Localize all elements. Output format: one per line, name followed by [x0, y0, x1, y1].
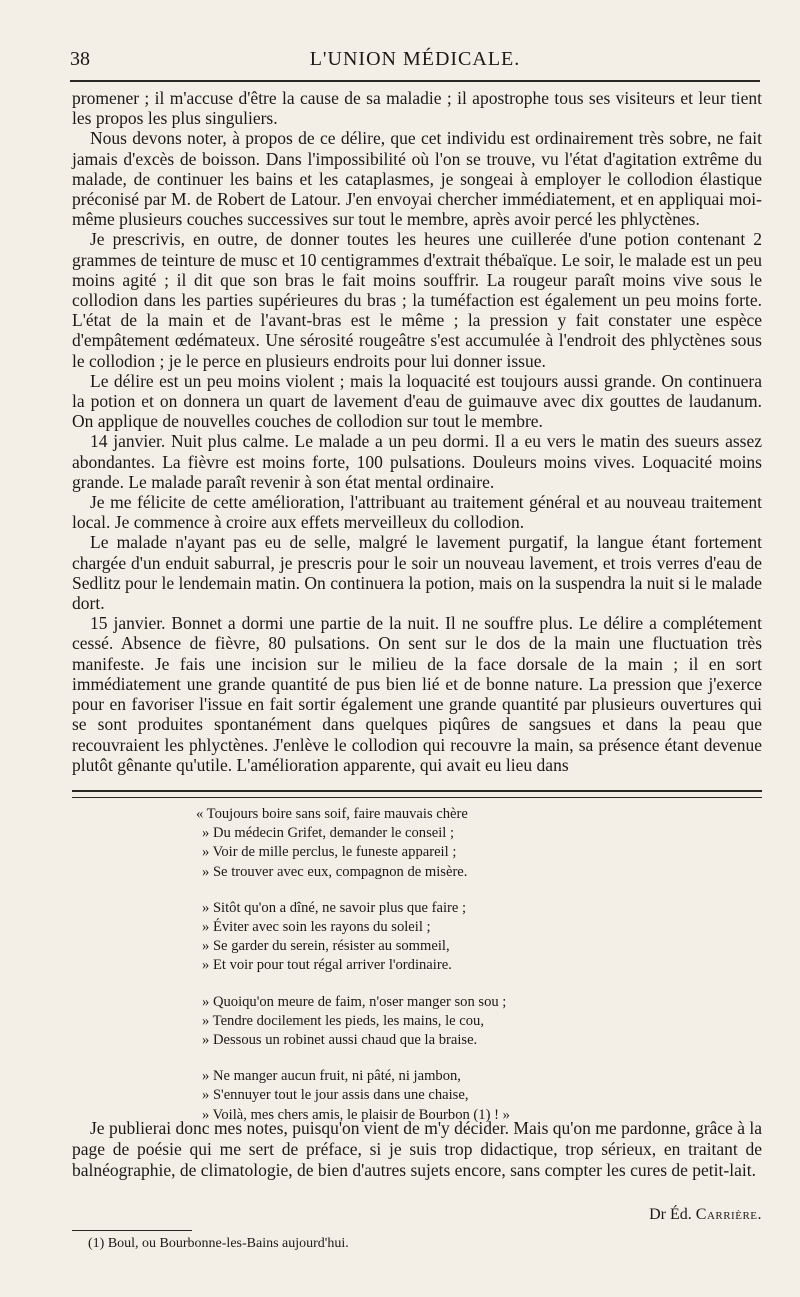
- footnote-rule: [72, 1230, 192, 1231]
- poem-line: » Voilà, mes chers amis, le plaisir de Bourbon (1) ! »: [202, 1106, 510, 1123]
- signature-title: Dr Éd.: [649, 1206, 692, 1223]
- poem-stanza: [196, 899, 616, 976]
- author-signature: [649, 1206, 762, 1224]
- body-paragraph: 15 janvier. Bonnet a dormi une partie de la nuit. Il ne souffre plus. Le délire a complétement cessé. Absence de fièvre, 80 pulsations. On sent sur le dos de la main une fluctuation très manifeste. Je fais une incision sur le milieu de la face dorsale de la main ; il en sort immédiatement une grande quantité de pus bien lié et de bonne nature. La pression que j'exerce pour en favoriser l'issue en fait sortir également une grande quantité par plusieurs ouvertures qui se sont produites spontanément dans quelques piqûres de sangsues et dans la peau que recouvraient les phlyctènes. J'enlève le collodion qui recouvre la main, sa présence étant devenue plutôt gênante qu'utile. L'amélioration apparente, qui avait eu lieu dans: [72, 613, 762, 775]
- body-paragraph: 14 janvier. Nuit plus calme. Le malade a un peu dormi. Il a eu vers le matin des sueurs assez abondantes. La fièvre est moins forte, 100 pulsations. Douleurs moins vives. Loquacité moins grande. Le malade paraît revenir à son état mental ordinaire.: [72, 431, 762, 492]
- body-paragraph: Le délire est un peu moins violent ; mais la loquacité est toujours aussi grande. On continuera la potion et on donnera un quart de lavement d'eau de guimauve avec dix gouttes de laudanum. On applique de nouvelles couches de collodion sur tout le membre.: [72, 370, 762, 432]
- poem-line: » Se garder du serein, résister au sommeil,: [202, 938, 450, 955]
- body-paragraph: Je prescrivis, en outre, de donner toutes les heures une cuillerée d'une potion contenant 2 grammes de teinture de musc et 10 centigrammes d'extrait thébaïque. Le soir, le malade est un peu moins agité ; il dit que son bras le fait moins souffrir. La rougeur paraît moins vive sous le collodion dans les parties supérieures du bras ; la tuméfaction est également un peu moins forte. L'état de la main et de l'avant-bras est le même ; la pression y fait constater une espèce d'empâtement œdémateux. Une sérosité rougeâtre s'est accumulée à l'endroit des phlyctènes sous le collodion ; je le perce en plusieurs endroits pour lui donner issue.: [72, 229, 762, 371]
- footnote-separator-rule: [72, 790, 762, 798]
- header-rule: [70, 80, 760, 82]
- poem-line: » Quoiqu'on meure de faim, n'oser manger son sou ;: [202, 993, 507, 1010]
- running-title: L'UNION MÉDICALE.: [309, 48, 521, 70]
- closing-paragraph: Je publierai donc mes notes, puisqu'on vient de m'y décider. Mais qu'on me pardonne, grâce à la page de poésie qui me sert de préface, si je suis trop didactique, trop sérieux, en traitant de balnéographie, de climatologie, de bien d'autres sujets encore, sans compter les cures de petit-lait.: [72, 1118, 762, 1180]
- poem: [196, 805, 616, 1142]
- poem-line: » Et voir pour tout régal arriver l'ordinaire.: [202, 957, 452, 974]
- poem-line: » Se trouver avec eux, compagnon de misère.: [202, 863, 468, 880]
- poem-line: » Du médecin Grifet, demander le conseil ;: [202, 825, 455, 842]
- page-header: [70, 44, 760, 74]
- poem-line: » S'ennuyer tout le jour assis dans une chaise,: [202, 1087, 469, 1104]
- body-paragraph: Le malade n'ayant pas eu de selle, malgré le lavement purgatif, la langue étant fortement chargée d'un enduit saburral, je prescris pour le soir un nouveau lavement, et trois verres d'eau de Sedlitz pour le lendemain matin. On continuera la potion, mais on la suspendra la nuit si le malade dort.: [72, 532, 762, 614]
- body-paragraph: promener ; il m'accuse d'être la cause de sa maladie ; il apostrophe tous ses visiteurs et leur tient les propos les plus singuliers.: [72, 88, 762, 129]
- poem-stanza: [196, 805, 616, 882]
- signature-name: Carrière.: [695, 1206, 762, 1223]
- body-paragraph: Nous devons noter, à propos de ce délire, que cet individu est ordinairement très sobre, ne fait jamais d'excès de boisson. Dans l'impossibilité où l'on se trouve, vu l'état d'agitation extrême du malade, de continuer les bains et les cataplasmes, je songeai à employer le collodion élastique préconisé par M. de Robert de Latour. J'en envoyai chercher immédiatement, et en appliquai moi-même plusieurs couches successives sur tout le membre, après avoir percé les phlyctènes.: [72, 128, 762, 230]
- page-number: 38: [70, 48, 90, 70]
- poem-line: » Dessous un robinet aussi chaud que la braise.: [202, 1032, 478, 1049]
- poem-line: » Sitôt qu'on a dîné, ne savoir plus que faire ;: [202, 899, 467, 916]
- poem-line: » Tendre docilement les pieds, les mains, le cou,: [202, 1012, 484, 1029]
- poem-line: « Toujours boire sans soif, faire mauvais chère: [196, 806, 468, 822]
- closing-text: [72, 1118, 762, 1181]
- poem-line: » Éviter avec soin les rayons du soleil ;: [202, 919, 431, 936]
- poem-stanza: [196, 1067, 616, 1125]
- footnote: (1) Boul, ou Bourbonne-les-Bains aujourd'hui.: [88, 1236, 349, 1251]
- poem-line: » Ne manger aucun fruit, ni pâté, ni jambon,: [202, 1068, 461, 1085]
- poem-line: » Voir de mille perclus, le funeste appareil ;: [202, 844, 457, 861]
- poem-stanza: [196, 993, 616, 1051]
- body-paragraph: Je me félicite de cette amélioration, l'attribuant au traitement général et au nouveau traitement local. Je commence à croire aux effets merveilleux du collodion.: [72, 492, 762, 533]
- body-text: [72, 88, 762, 775]
